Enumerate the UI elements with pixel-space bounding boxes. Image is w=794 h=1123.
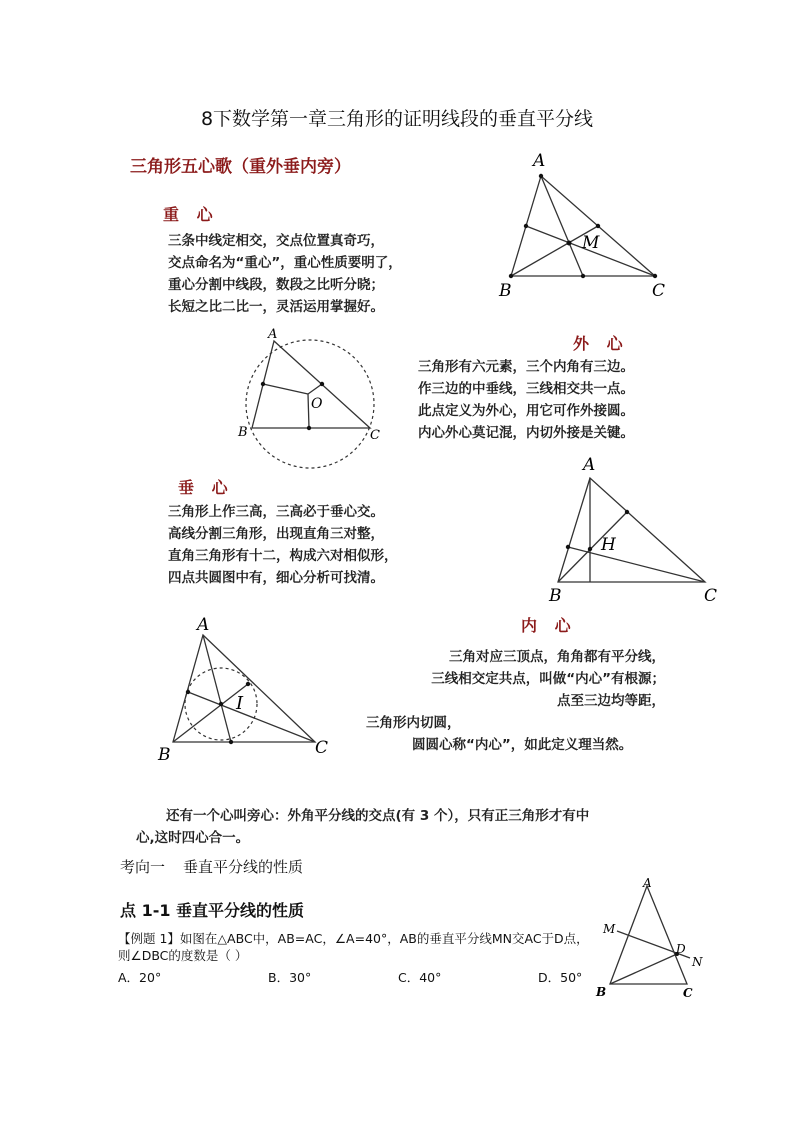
section-part: 考向一 (120, 858, 166, 876)
verse-line: 直角三角形有十二，构成六对相似形， (168, 548, 398, 564)
incenter-figure (153, 612, 338, 767)
verse-line: 长短之比二比一，灵活运用掌握好。 (168, 299, 384, 315)
orthocenter-heading: 垂 心 (178, 478, 234, 497)
option-b: B．30° (268, 970, 312, 985)
note-line: 心,这时四心合一。 (136, 830, 250, 846)
label-o: O (311, 396, 323, 412)
triangle-abc (610, 886, 687, 984)
bisector-a (203, 635, 231, 742)
label-h: H (601, 535, 616, 555)
verse-line: 三角形内切圆， (366, 715, 461, 731)
point-heading: 点 1-1 垂直平分线的性质 (120, 901, 305, 920)
centroid-verse (168, 230, 402, 318)
verse-line: 重心分割中线段，数段之比听分晓； (168, 277, 384, 293)
tangent-point (229, 740, 233, 744)
foot-point (566, 545, 570, 549)
excenter-note (120, 805, 680, 849)
option-d: D．50° (538, 970, 583, 985)
perpendicular-bisector (263, 384, 308, 394)
label-d: D (676, 942, 686, 956)
verse-line: 圆圆心称“内心”，如此定义理当然。 (412, 737, 633, 753)
option-a: A．20° (118, 970, 162, 985)
verse-line: 作三边的中垂线，三线相交共一点。 (418, 381, 634, 397)
altitude-c (568, 547, 705, 582)
example-text: 【例题 1】如图在△ABC中，AB=AC，∠A=40°，AB的垂直平分线MN交AC于D点，则∠DBC的度数是（ ） (118, 931, 589, 963)
triangle-abc (252, 341, 370, 428)
verse-line: 此点定义为外心，用它可作外接圆。 (418, 403, 634, 419)
label-c: C (683, 986, 693, 1000)
median-a (541, 176, 583, 276)
bisector-c (188, 692, 315, 742)
orthocenter-figure (545, 452, 725, 604)
label-b: B (549, 586, 562, 604)
triangle-abc (511, 176, 655, 276)
label-i: I (236, 693, 244, 714)
midpoint (524, 224, 528, 228)
label-b: B (499, 281, 512, 300)
midpoint (320, 382, 324, 386)
tangent-point (246, 682, 250, 686)
song-title: 三角形五心歌（重外垂内旁） (130, 157, 351, 177)
verse-line: 三角对应三顶点，角角都有平分线， (449, 649, 665, 665)
tangent-point (186, 690, 190, 694)
vertex-point (539, 174, 543, 178)
incenter-heading: 内 心 (521, 616, 577, 635)
label-m: M (582, 233, 600, 253)
vertex-point (653, 274, 657, 278)
label-a: A (268, 327, 278, 342)
orthocenter-verse (168, 501, 398, 589)
verse-line: 三角形上作三高，三高必于垂心交。 (168, 504, 384, 520)
section-title: 垂直平分线的性质 (183, 858, 304, 876)
example-figure (590, 872, 715, 1002)
label-m: M (603, 922, 616, 936)
label-b: B (596, 985, 607, 999)
label-a: A (533, 151, 546, 171)
verse-line: 交点命名为“重心”，重心性质要明了， (168, 255, 402, 271)
section-heading (120, 856, 321, 877)
verse-line: 点至三边均等距， (557, 693, 665, 709)
verse-line: 四点共圆图中有，细心分析可找清。 (168, 570, 384, 586)
label-b: B (238, 425, 248, 440)
label-c: C (704, 586, 718, 604)
verse-line: 高线分割三角形，出现直角三对整， (168, 526, 384, 542)
triangle-abc (558, 478, 705, 582)
foot-point (625, 510, 629, 514)
circumcenter-figure (233, 322, 388, 472)
label-n: N (692, 955, 703, 969)
verse-line: 三角形有六元素，三个内角有三边。 (418, 359, 634, 375)
note-line: 还有一个心叫旁心：外角平分线的交点(有 3 个），只有正三角形才有中 (166, 808, 590, 824)
vertex-point (509, 274, 513, 278)
label-a: A (583, 455, 596, 475)
option-c: C．40° (398, 970, 442, 985)
midpoint (581, 274, 585, 278)
orthocenter-point (588, 547, 592, 551)
label-a: A (643, 876, 652, 890)
label-a: A (197, 615, 210, 635)
circumcenter-verse (418, 356, 634, 444)
verse-line: 内心外心莫记混，内切外接是关键。 (418, 425, 634, 441)
label-c: C (370, 428, 380, 443)
label-c: C (652, 281, 666, 300)
centroid-figure (495, 148, 680, 300)
midpoint (261, 382, 265, 386)
page-title: 8下数学第一章三角形的证明线段的垂直平分线 (200, 108, 594, 130)
verse-line: 三线相交定共点，叫做“内心”有根源； (431, 671, 665, 687)
incenter-verse (360, 646, 665, 712)
centroid-heading: 重 心 (163, 205, 219, 224)
label-b: B (158, 745, 171, 765)
circumcenter-heading: 外 心 (573, 334, 629, 353)
midpoint (307, 426, 311, 430)
label-c: C (315, 738, 329, 758)
perpendicular-bisector (308, 394, 309, 428)
perpendicular-bisector (308, 384, 322, 394)
midpoint (596, 224, 600, 228)
centroid-point (567, 241, 572, 246)
verse-line: 三条中线定相交，交点位置真奇巧， (168, 233, 384, 249)
incenter-point (219, 702, 223, 706)
circumcircle (246, 340, 374, 468)
